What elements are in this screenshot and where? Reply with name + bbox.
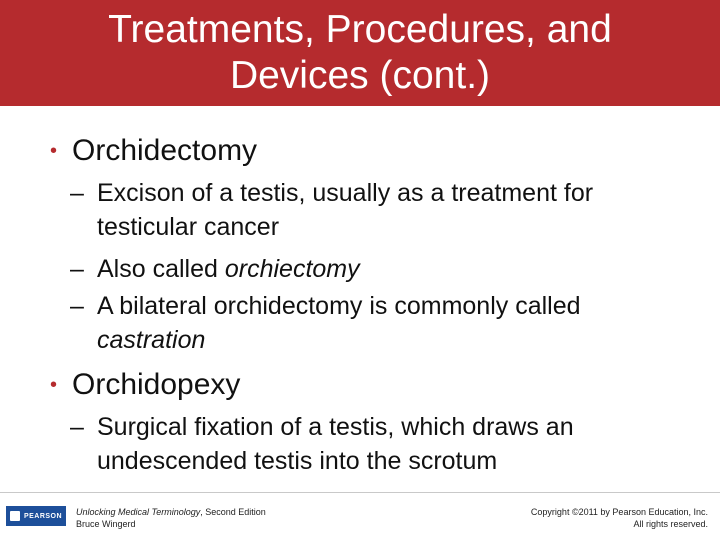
footer-rights-line: All rights reserved. <box>633 519 708 529</box>
pearson-logo-text: PEARSON <box>23 512 63 520</box>
footer-divider <box>0 492 720 493</box>
footer-edition: , Second Edition <box>200 507 266 517</box>
sub-item-text <box>97 289 690 357</box>
footer-copyright <box>531 506 708 530</box>
sub-item-fixation <box>70 410 690 478</box>
sub-item-term: castration <box>97 326 206 354</box>
slide-title-line-1: Treatments, Procedures, and <box>108 8 612 51</box>
footer-book-title-line <box>76 506 266 518</box>
footer-book-title: Unlocking Medical Terminology <box>76 507 201 517</box>
sub-item-text <box>97 252 690 286</box>
footer-author: Bruce Wingerd <box>76 519 136 529</box>
dash-marker: – <box>70 255 84 283</box>
footer-book-info <box>76 506 266 530</box>
slide-title-bar <box>0 0 720 106</box>
sub-item-excision <box>70 176 690 244</box>
sub-item-term: orchiectomy <box>224 255 360 283</box>
sub-item-text: Excison of a testis, usually as a treatment for testicular cancer <box>97 179 594 241</box>
dash-marker: – <box>70 179 84 207</box>
slide-title-line-2: Devices (cont.) <box>229 54 491 97</box>
pearson-logo <box>6 506 66 526</box>
bullet-orchidopexy: Orchidopexy <box>72 368 241 401</box>
sub-item-text: Surgical fixation of a testis, which draws an undescended testis into the scrotum <box>97 413 574 475</box>
sub-item-prefix: Also called <box>97 255 225 283</box>
sub-item-bilateral <box>70 289 690 357</box>
sub-item-prefix: A bilateral orchidectomy is commonly called <box>97 292 581 320</box>
bullet-orchidectomy: Orchidectomy <box>72 134 258 167</box>
dash-marker: – <box>70 292 84 320</box>
sub-item-also-called <box>70 252 690 286</box>
dash-marker: – <box>70 413 84 441</box>
bullet-marker: • <box>50 374 58 396</box>
footer-copyright-line: Copyright ©2011 by Pearson Education, Inc. <box>530 507 708 517</box>
bullet-marker: • <box>50 140 58 162</box>
pearson-logo-icon <box>10 511 20 521</box>
